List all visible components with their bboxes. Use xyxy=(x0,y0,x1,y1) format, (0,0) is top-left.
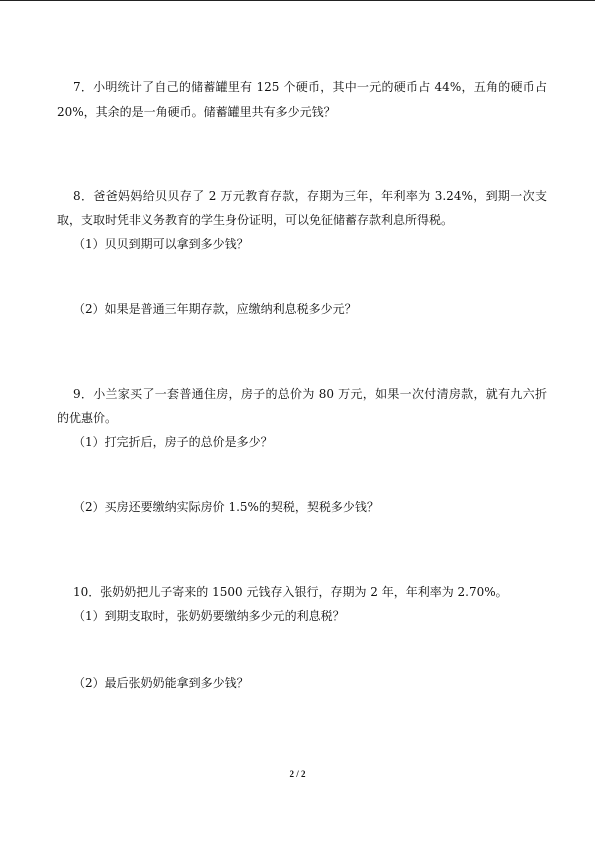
question-7-line-2: 20%，其余的是一角硬币。储蓄罐里共有多少元钱？ xyxy=(57,105,336,119)
question-8-line-1: 8．爸爸妈妈给贝贝存了 2 万元教育存款，存期为三年，年利率为 3.24%，到期一次支 xyxy=(73,189,547,203)
question-7-line-1: 7．小明统计了自己的储蓄罐里有 125 个硬币，其中一元的硬币占 44%，五角的硬币占 xyxy=(73,80,547,94)
question-9-line-1: 9．小兰家买了一套普通住房，房子的总价为 80 万元，如果一次付清房款，就有九六折 xyxy=(73,387,547,401)
question-8-sub-1: （1）贝贝到期可以拿到多少钱？ xyxy=(73,237,249,251)
question-9-line-2: 的优惠价。 xyxy=(57,411,118,425)
question-9-sub-1: （1）打完折后，房子的总价是多少？ xyxy=(73,435,273,449)
question-10-sub-2: （2）最后张奶奶能拿到多少钱？ xyxy=(73,676,249,690)
question-10-sub-1: （1）到期支取时，张奶奶要缴纳多少元的利息税？ xyxy=(73,609,345,623)
question-9-sub-2: （2）买房还要缴纳实际房价 1.5%的契税，契税多少钱？ xyxy=(73,500,379,514)
question-10-line-1: 10．张奶奶把儿子寄来的 1500 元钱存入银行，存期为 2 年，年利率为 2.70%。 xyxy=(73,585,508,599)
question-8-sub-2: （2）如果是普通三年期存款，应缴纳利息税多少元？ xyxy=(73,302,357,316)
page-number: 2 / 2 xyxy=(289,769,306,779)
question-8-line-2: 取，支取时凭非义务教育的学生身份证明，可以免征储蓄存款利息所得税。 xyxy=(57,213,454,227)
top-rule xyxy=(0,0,595,1)
